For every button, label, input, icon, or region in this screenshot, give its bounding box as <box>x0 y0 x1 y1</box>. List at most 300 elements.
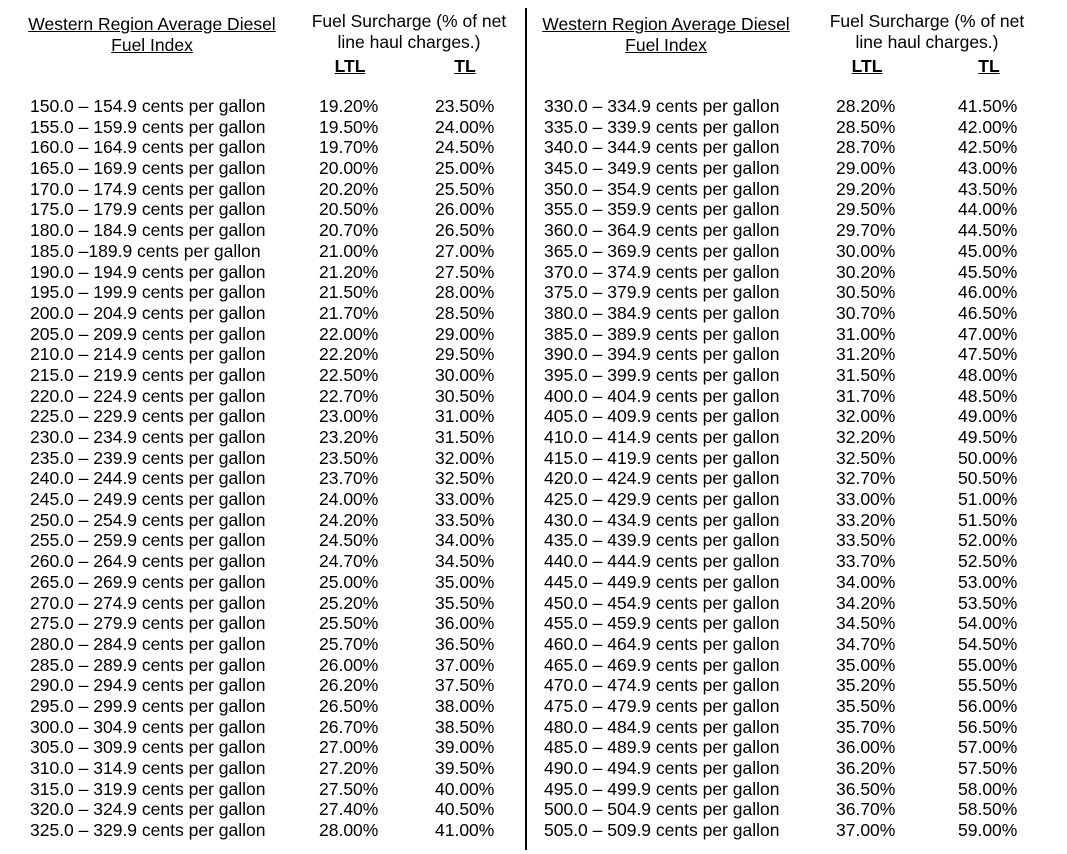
fuel-index-range: 390.0 – 394.9 cents per gallon <box>544 344 780 365</box>
ltl-surcharge: 26.70% <box>319 716 379 737</box>
table-row <box>0 613 520 634</box>
ltl-surcharge: 25.20% <box>319 592 379 613</box>
tl-surcharge: 35.00% <box>435 571 495 592</box>
ltl-surcharge: 34.50% <box>836 613 896 634</box>
tl-surcharge: 54.00% <box>958 613 1018 634</box>
tl-surcharge: 33.00% <box>435 489 495 510</box>
ltl-surcharge: 29.20% <box>836 178 896 199</box>
tl-surcharge: 40.50% <box>435 799 495 820</box>
ltl-surcharge: 29.70% <box>836 220 896 241</box>
table-row <box>0 779 520 800</box>
ltl-surcharge: 26.20% <box>319 675 379 696</box>
fuel-index-range: 240.0 – 244.9 cents per gallon <box>30 468 266 489</box>
table-row <box>526 365 1046 386</box>
table-row <box>0 220 520 241</box>
tl-surcharge: 45.00% <box>958 240 1018 261</box>
table-row <box>0 427 520 448</box>
table-row <box>0 344 520 365</box>
ltl-surcharge: 19.20% <box>319 96 379 116</box>
ltl-surcharge: 25.00% <box>319 571 379 592</box>
fuel-index-header <box>22 14 282 56</box>
ltl-surcharge: 28.70% <box>836 137 896 158</box>
fuel-index-range: 375.0 – 379.9 cents per gallon <box>544 282 780 303</box>
tl-surcharge: 56.50% <box>958 716 1018 737</box>
table-row <box>526 634 1046 655</box>
fuel-index-range: 330.0 – 334.9 cents per gallon <box>544 96 780 116</box>
fuel-surcharge-header-line1: Fuel Surcharge (% of net <box>311 11 507 31</box>
ltl-surcharge: 30.50% <box>836 282 896 303</box>
fuel-surcharge-header <box>813 11 1041 53</box>
table-row <box>526 137 1046 158</box>
tl-surcharge: 36.00% <box>435 613 495 634</box>
table-row <box>0 282 520 303</box>
tl-surcharge: 29.50% <box>435 344 495 365</box>
tl-surcharge: 44.00% <box>958 199 1018 220</box>
table-row <box>526 199 1046 220</box>
fuel-index-range: 325.0 – 329.9 cents per gallon <box>30 820 266 841</box>
fuel-index-range: 365.0 – 369.9 cents per gallon <box>544 240 780 261</box>
right-table <box>526 0 1046 854</box>
tl-surcharge: 48.00% <box>958 364 1018 385</box>
fuel-index-range: 180.0 – 184.9 cents per gallon <box>30 220 266 241</box>
ltl-surcharge: 30.70% <box>836 302 896 323</box>
tl-surcharge: 29.00% <box>435 323 495 344</box>
ltl-surcharge: 22.70% <box>319 385 379 406</box>
fuel-surcharge-header-line1: Fuel Surcharge (% of net <box>829 11 1025 31</box>
table-row <box>526 179 1046 200</box>
ltl-surcharge: 23.70% <box>319 468 379 489</box>
fuel-index-header-line1: Western Region Average Diesel <box>28 14 276 34</box>
ltl-surcharge: 30.00% <box>836 240 896 261</box>
fuel-index-range: 235.0 – 239.9 cents per gallon <box>30 447 266 468</box>
fuel-index-range: 435.0 – 439.9 cents per gallon <box>544 530 780 551</box>
ltl-surcharge: 26.50% <box>319 695 379 716</box>
tl-surcharge: 59.00% <box>958 820 1018 841</box>
table-row <box>0 303 520 324</box>
ltl-surcharge: 22.50% <box>319 364 379 385</box>
fuel-index-range: 175.0 – 179.9 cents per gallon <box>30 199 266 220</box>
table-row <box>0 199 520 220</box>
table-row <box>526 510 1046 531</box>
table-row <box>526 551 1046 572</box>
ltl-surcharge: 20.70% <box>319 220 379 241</box>
fuel-index-range: 445.0 – 449.9 cents per gallon <box>544 571 780 592</box>
tl-surcharge: 38.50% <box>435 716 495 737</box>
ltl-surcharge: 24.00% <box>319 489 379 510</box>
ltl-column-header: LTL <box>851 56 883 76</box>
ltl-surcharge: 34.20% <box>836 592 896 613</box>
fuel-index-range: 470.0 – 474.9 cents per gallon <box>544 675 780 696</box>
tl-surcharge: 53.50% <box>958 592 1018 613</box>
tl-surcharge: 57.50% <box>958 758 1018 778</box>
ltl-surcharge: 36.50% <box>836 778 896 799</box>
table-row <box>526 655 1046 676</box>
fuel-index-range: 290.0 – 294.9 cents per gallon <box>30 675 266 696</box>
ltl-surcharge: 31.00% <box>836 323 896 344</box>
table-row <box>526 717 1046 738</box>
ltl-surcharge: 27.20% <box>319 758 379 778</box>
tl-surcharge: 38.00% <box>435 695 495 716</box>
fuel-index-range: 310.0 – 314.9 cents per gallon <box>30 758 266 778</box>
fuel-index-header-line2: Fuel Index <box>625 35 707 55</box>
ltl-surcharge: 35.50% <box>836 695 896 716</box>
table-row <box>526 675 1046 696</box>
table-row <box>526 448 1046 469</box>
fuel-index-range: 410.0 – 414.9 cents per gallon <box>544 427 780 447</box>
table-row <box>0 137 520 158</box>
tl-surcharge: 58.50% <box>958 799 1018 820</box>
ltl-surcharge: 36.00% <box>836 737 896 758</box>
fuel-index-range: 205.0 – 209.9 cents per gallon <box>30 323 266 344</box>
table-row <box>0 551 520 572</box>
table-row <box>526 386 1046 407</box>
table-row <box>0 324 520 345</box>
table-row <box>526 241 1046 262</box>
left-table <box>0 0 520 854</box>
fuel-index-range: 245.0 – 249.9 cents per gallon <box>30 489 266 510</box>
fuel-index-range: 200.0 – 204.9 cents per gallon <box>30 302 266 323</box>
ltl-surcharge: 24.50% <box>319 530 379 551</box>
ltl-surcharge: 34.70% <box>836 633 896 654</box>
tl-surcharge: 39.00% <box>435 737 495 758</box>
ltl-surcharge: 35.70% <box>836 716 896 737</box>
tl-surcharge: 47.50% <box>958 344 1018 365</box>
table-row <box>0 406 520 427</box>
fuel-index-range: 315.0 – 319.9 cents per gallon <box>30 778 266 799</box>
table-row <box>526 737 1046 758</box>
table-row <box>526 406 1046 427</box>
fuel-index-range: 480.0 – 484.9 cents per gallon <box>544 716 780 737</box>
ltl-surcharge: 20.20% <box>319 178 379 199</box>
tl-surcharge: 32.50% <box>435 468 495 489</box>
tl-surcharge: 41.50% <box>958 96 1018 116</box>
table-row <box>526 158 1046 179</box>
table-row <box>0 365 520 386</box>
fuel-index-range: 335.0 – 339.9 cents per gallon <box>544 116 780 137</box>
tl-surcharge: 26.50% <box>435 220 495 241</box>
fuel-index-range: 415.0 – 419.9 cents per gallon <box>544 447 780 468</box>
ltl-surcharge: 32.70% <box>836 468 896 489</box>
fuel-index-range: 285.0 – 289.9 cents per gallon <box>30 654 266 675</box>
table-row <box>0 675 520 696</box>
ltl-surcharge: 21.70% <box>319 302 379 323</box>
ltl-surcharge: 34.00% <box>836 571 896 592</box>
ltl-surcharge: 36.20% <box>836 758 896 778</box>
tl-surcharge: 52.00% <box>958 530 1018 551</box>
tl-surcharge: 55.00% <box>958 654 1018 675</box>
fuel-index-range: 265.0 – 269.9 cents per gallon <box>30 571 266 592</box>
fuel-index-range: 360.0 – 364.9 cents per gallon <box>544 220 780 241</box>
tl-surcharge: 34.00% <box>435 530 495 551</box>
tl-surcharge: 58.00% <box>958 778 1018 799</box>
fuel-index-range: 465.0 – 469.9 cents per gallon <box>544 654 780 675</box>
table-row <box>526 593 1046 614</box>
fuel-index-range: 260.0 – 264.9 cents per gallon <box>30 551 266 572</box>
ltl-surcharge: 30.20% <box>836 261 896 282</box>
tl-surcharge: 26.00% <box>435 199 495 220</box>
tl-surcharge: 23.50% <box>435 96 495 116</box>
tl-column-header: TL <box>454 56 476 76</box>
fuel-index-range: 455.0 – 459.9 cents per gallon <box>544 613 780 634</box>
table-row <box>0 510 520 531</box>
table-row <box>526 799 1046 820</box>
table-row <box>0 158 520 179</box>
ltl-surcharge: 23.20% <box>319 427 379 447</box>
tl-surcharge: 28.00% <box>435 282 495 303</box>
table-row <box>0 241 520 262</box>
tl-surcharge: 50.00% <box>958 447 1018 468</box>
ltl-surcharge: 24.20% <box>319 509 379 530</box>
fuel-index-range: 165.0 – 169.9 cents per gallon <box>30 158 266 179</box>
tl-surcharge: 31.50% <box>435 427 495 447</box>
ltl-surcharge: 19.50% <box>319 116 379 137</box>
ltl-surcharge: 19.70% <box>319 137 379 158</box>
ltl-surcharge: 32.00% <box>836 406 896 427</box>
fuel-index-range: 275.0 – 279.9 cents per gallon <box>30 613 266 634</box>
fuel-index-range: 355.0 – 359.9 cents per gallon <box>544 199 780 220</box>
tl-surcharge: 27.50% <box>435 261 495 282</box>
tl-surcharge: 36.50% <box>435 633 495 654</box>
tl-surcharge: 43.00% <box>958 158 1018 179</box>
ltl-surcharge: 25.70% <box>319 633 379 654</box>
right-table-rows <box>526 96 1046 841</box>
fuel-index-range: 300.0 – 304.9 cents per gallon <box>30 716 266 737</box>
fuel-index-range: 425.0 – 429.9 cents per gallon <box>544 489 780 510</box>
fuel-index-range: 380.0 – 384.9 cents per gallon <box>544 302 780 323</box>
fuel-index-range: 295.0 – 299.9 cents per gallon <box>30 695 266 716</box>
fuel-index-range: 210.0 – 214.9 cents per gallon <box>30 344 266 365</box>
tl-surcharge: 43.50% <box>958 178 1018 199</box>
table-row <box>0 530 520 551</box>
ltl-surcharge: 22.00% <box>319 323 379 344</box>
tl-surcharge: 55.50% <box>958 675 1018 696</box>
table-row <box>0 758 520 779</box>
fuel-index-range: 405.0 – 409.9 cents per gallon <box>544 406 780 427</box>
table-row <box>526 427 1046 448</box>
tl-surcharge: 37.00% <box>435 654 495 675</box>
fuel-index-range: 220.0 – 224.9 cents per gallon <box>30 385 266 406</box>
ltl-surcharge: 27.40% <box>319 799 379 820</box>
ltl-surcharge: 29.50% <box>836 199 896 220</box>
fuel-index-range: 255.0 – 259.9 cents per gallon <box>30 530 266 551</box>
tl-surcharge: 24.50% <box>435 137 495 158</box>
ltl-surcharge: 37.00% <box>836 820 896 841</box>
fuel-index-range: 345.0 – 349.9 cents per gallon <box>544 158 780 179</box>
tl-surcharge: 34.50% <box>435 551 495 572</box>
ltl-surcharge: 31.50% <box>836 364 896 385</box>
table-row <box>0 386 520 407</box>
fuel-index-range: 505.0 – 509.9 cents per gallon <box>544 820 780 841</box>
table-row <box>526 758 1046 779</box>
ltl-surcharge: 36.70% <box>836 799 896 820</box>
tl-surcharge: 54.50% <box>958 633 1018 654</box>
ltl-surcharge: 27.00% <box>319 737 379 758</box>
fuel-index-range: 420.0 – 424.9 cents per gallon <box>544 468 780 489</box>
ltl-surcharge: 23.50% <box>319 447 379 468</box>
tl-surcharge: 56.00% <box>958 695 1018 716</box>
table-row <box>0 799 520 820</box>
tl-surcharge: 37.50% <box>435 675 495 696</box>
ltl-surcharge: 21.20% <box>319 261 379 282</box>
ltl-surcharge: 23.00% <box>319 406 379 427</box>
fuel-index-range: 495.0 – 499.9 cents per gallon <box>544 778 780 799</box>
table-row <box>0 448 520 469</box>
fuel-index-range: 225.0 – 229.9 cents per gallon <box>30 406 266 427</box>
tl-surcharge: 49.50% <box>958 427 1018 447</box>
table-row <box>0 634 520 655</box>
tl-surcharge: 47.00% <box>958 323 1018 344</box>
table-row <box>526 344 1046 365</box>
fuel-index-range: 485.0 – 489.9 cents per gallon <box>544 737 780 758</box>
ltl-surcharge: 21.00% <box>319 240 379 261</box>
tl-surcharge: 42.00% <box>958 116 1018 137</box>
fuel-index-range: 280.0 – 284.9 cents per gallon <box>30 633 266 654</box>
fuel-surcharge-header-line2: line haul charges.) <box>855 32 999 52</box>
fuel-index-range: 370.0 – 374.9 cents per gallon <box>544 261 780 282</box>
tl-surcharge: 50.50% <box>958 468 1018 489</box>
ltl-surcharge: 31.70% <box>836 385 896 406</box>
fuel-index-header <box>536 14 796 56</box>
tl-surcharge: 45.50% <box>958 261 1018 282</box>
table-row <box>526 572 1046 593</box>
fuel-index-range: 270.0 – 274.9 cents per gallon <box>30 592 266 613</box>
fuel-index-range: 160.0 – 164.9 cents per gallon <box>30 137 266 158</box>
ltl-surcharge: 27.50% <box>319 778 379 799</box>
ltl-surcharge: 28.50% <box>836 116 896 137</box>
tl-surcharge: 33.50% <box>435 509 495 530</box>
tl-surcharge: 42.50% <box>958 137 1018 158</box>
fuel-index-range: 185.0 –189.9 cents per gallon <box>30 240 261 261</box>
tl-surcharge: 24.00% <box>435 116 495 137</box>
tl-surcharge: 25.00% <box>435 158 495 179</box>
ltl-surcharge: 26.00% <box>319 654 379 675</box>
ltl-surcharge: 24.70% <box>319 551 379 572</box>
ltl-surcharge: 20.50% <box>319 199 379 220</box>
ltl-surcharge: 33.50% <box>836 530 896 551</box>
tl-surcharge: 40.00% <box>435 778 495 799</box>
tl-surcharge: 46.00% <box>958 282 1018 303</box>
table-row <box>0 179 520 200</box>
ltl-surcharge: 31.20% <box>836 344 896 365</box>
fuel-index-range: 230.0 – 234.9 cents per gallon <box>30 427 266 447</box>
ltl-surcharge: 22.20% <box>319 344 379 365</box>
ltl-surcharge: 28.20% <box>836 96 896 116</box>
tl-surcharge: 27.00% <box>435 240 495 261</box>
tl-surcharge: 52.50% <box>958 551 1018 572</box>
table-row <box>526 282 1046 303</box>
table-row <box>526 468 1046 489</box>
tl-surcharge: 41.00% <box>435 820 495 841</box>
ltl-column-header: LTL <box>334 56 366 76</box>
tl-surcharge: 30.00% <box>435 364 495 385</box>
fuel-index-range: 460.0 – 464.9 cents per gallon <box>544 633 780 654</box>
ltl-surcharge: 20.00% <box>319 158 379 179</box>
table-row <box>0 468 520 489</box>
table-row <box>526 530 1046 551</box>
table-row <box>526 220 1046 241</box>
table-row <box>526 96 1046 117</box>
ltl-surcharge: 21.50% <box>319 282 379 303</box>
fuel-index-range: 450.0 – 454.9 cents per gallon <box>544 592 780 613</box>
tl-surcharge: 28.50% <box>435 302 495 323</box>
ltl-surcharge: 35.00% <box>836 654 896 675</box>
table-row <box>526 820 1046 841</box>
table-row <box>526 489 1046 510</box>
table-row <box>0 117 520 138</box>
tl-surcharge: 30.50% <box>435 385 495 406</box>
table-row <box>0 696 520 717</box>
table-row <box>526 262 1046 283</box>
fuel-index-range: 195.0 – 199.9 cents per gallon <box>30 282 266 303</box>
ltl-surcharge: 32.20% <box>836 427 896 447</box>
fuel-index-range: 500.0 – 504.9 cents per gallon <box>544 799 780 820</box>
table-row <box>0 96 520 117</box>
fuel-index-range: 395.0 – 399.9 cents per gallon <box>544 364 780 385</box>
table-row <box>0 820 520 841</box>
fuel-surcharge-header-line2: line haul charges.) <box>337 32 481 52</box>
fuel-index-header-line1: Western Region Average Diesel <box>542 14 790 34</box>
tl-surcharge: 44.50% <box>958 220 1018 241</box>
table-row <box>526 779 1046 800</box>
ltl-surcharge: 33.20% <box>836 509 896 530</box>
tl-surcharge: 25.50% <box>435 178 495 199</box>
fuel-index-range: 490.0 – 494.9 cents per gallon <box>544 758 780 778</box>
ltl-surcharge: 25.50% <box>319 613 379 634</box>
fuel-index-range: 350.0 – 354.9 cents per gallon <box>544 178 780 199</box>
table-row <box>526 303 1046 324</box>
table-row <box>0 593 520 614</box>
tl-surcharge: 51.50% <box>958 509 1018 530</box>
ltl-surcharge: 35.20% <box>836 675 896 696</box>
tl-surcharge: 53.00% <box>958 571 1018 592</box>
tl-surcharge: 31.00% <box>435 406 495 427</box>
table-row <box>526 324 1046 345</box>
fuel-index-range: 440.0 – 444.9 cents per gallon <box>544 551 780 572</box>
ltl-surcharge: 33.00% <box>836 489 896 510</box>
table-row <box>526 696 1046 717</box>
fuel-index-range: 475.0 – 479.9 cents per gallon <box>544 695 780 716</box>
tl-surcharge: 35.50% <box>435 592 495 613</box>
fuel-index-header-line2: Fuel Index <box>111 35 193 55</box>
fuel-index-range: 385.0 – 389.9 cents per gallon <box>544 323 780 344</box>
tl-surcharge: 32.00% <box>435 447 495 468</box>
ltl-surcharge: 32.50% <box>836 447 896 468</box>
table-row <box>0 262 520 283</box>
table-row <box>0 489 520 510</box>
table-row <box>0 655 520 676</box>
fuel-index-range: 305.0 – 309.9 cents per gallon <box>30 737 266 758</box>
ltl-surcharge: 29.00% <box>836 158 896 179</box>
fuel-index-range: 150.0 – 154.9 cents per gallon <box>30 96 266 116</box>
left-table-rows <box>0 96 520 841</box>
tl-column-header: TL <box>978 56 1000 76</box>
fuel-index-range: 190.0 – 194.9 cents per gallon <box>30 261 266 282</box>
fuel-index-range: 340.0 – 344.9 cents per gallon <box>544 137 780 158</box>
tl-surcharge: 57.00% <box>958 737 1018 758</box>
fuel-index-range: 430.0 – 434.9 cents per gallon <box>544 509 780 530</box>
tl-surcharge: 46.50% <box>958 302 1018 323</box>
fuel-index-range: 215.0 – 219.9 cents per gallon <box>30 364 266 385</box>
fuel-index-range: 400.0 – 404.9 cents per gallon <box>544 385 780 406</box>
table-row <box>526 613 1046 634</box>
tl-surcharge: 49.00% <box>958 406 1018 427</box>
table-row <box>0 572 520 593</box>
fuel-surcharge-header <box>295 11 523 53</box>
fuel-index-range: 250.0 – 254.9 cents per gallon <box>30 509 266 530</box>
table-row <box>526 117 1046 138</box>
tl-surcharge: 48.50% <box>958 385 1018 406</box>
fuel-index-range: 320.0 – 324.9 cents per gallon <box>30 799 266 820</box>
